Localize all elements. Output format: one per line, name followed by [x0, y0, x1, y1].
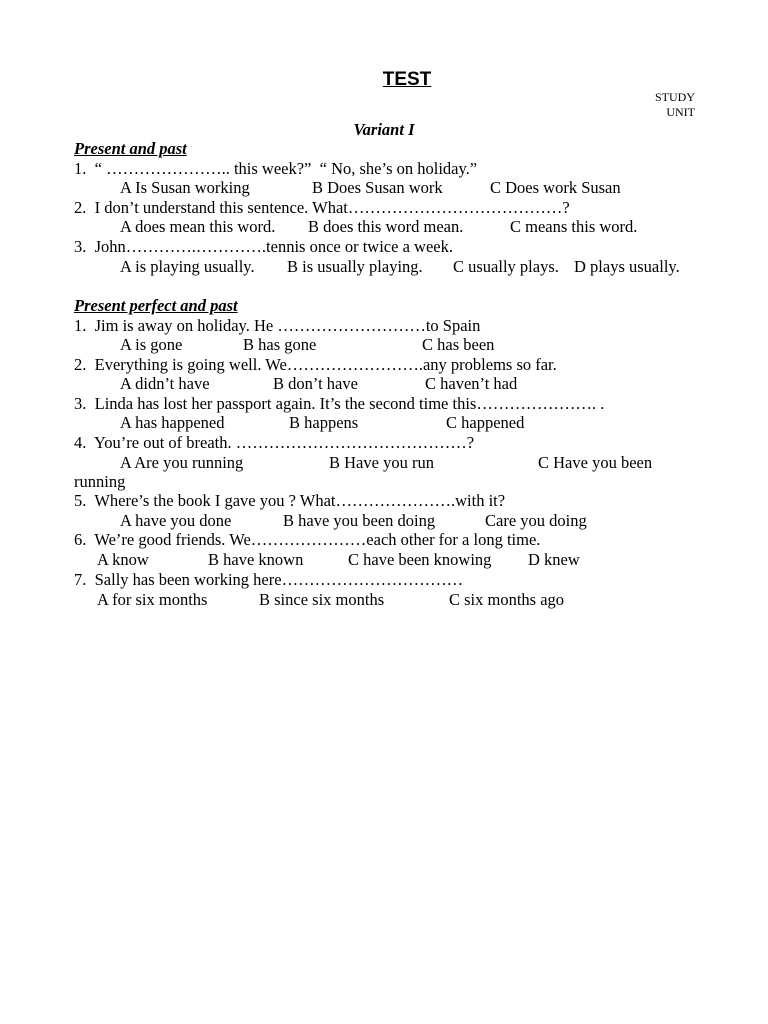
section-heading: Present perfect and past [74, 296, 238, 315]
study-label: STUDY [654, 90, 695, 104]
answer-option: C Does work Susan [490, 178, 621, 197]
answer-option: A didn’t have [120, 374, 210, 393]
answer-option: A is playing usually. [120, 257, 255, 276]
answer-option: B happens [289, 413, 359, 432]
answer-option: B is usually playing. [287, 257, 423, 276]
answer-option: C haven’t had [425, 374, 518, 393]
question-text: 1. “ ………………….. this week?” “ No, she’s on holiday.” [74, 159, 478, 178]
answer-option: C has been [422, 335, 495, 354]
question-text: 2. Everything is going well. We…………………….any problems so far. [74, 355, 557, 374]
study-unit-label [600, 90, 695, 120]
answer-option: B Does Susan work [312, 178, 443, 197]
answer-option: A Are you running [120, 453, 244, 472]
question-text: 3. Linda has lost her passport again. It’s the second time this…………………. . [74, 394, 605, 413]
question-text: 5. Where’s the book I gave you ? What………………….with it? [74, 491, 506, 510]
answer-option: B have known [208, 550, 304, 569]
variant-heading: Variant I [353, 120, 415, 139]
answer-option: A know [97, 550, 149, 569]
question-text: 1. Jim is away on holiday. He ………………………to Spain [74, 316, 481, 335]
question-text: 6. We’re good friends. We…………………each other for a long time. [74, 530, 541, 549]
question-text: 4. You’re out of breath. ……………………………………? [74, 433, 475, 452]
answer-option: C six months ago [449, 590, 565, 609]
answer-option: Care you doing [485, 511, 587, 530]
question-text: 7. Sally has been working here…………………………… [74, 570, 464, 589]
answer-option: A is gone [120, 335, 183, 354]
answer-option: B have you been doing [283, 511, 436, 530]
answer-option: A have you done [120, 511, 232, 530]
question-text: 3. John………….………….tennis once or twice a week. [74, 237, 453, 256]
answer-option: A Is Susan working [120, 178, 250, 197]
answer-option: B since six months [259, 590, 385, 609]
answer-option: A for six months [97, 590, 208, 609]
answer-option: C happened [446, 413, 525, 432]
answer-option: B Have you run [329, 453, 434, 472]
answer-option: A has happened [120, 413, 225, 432]
answer-option: B don’t have [273, 374, 358, 393]
unit-label: UNIT [666, 105, 695, 119]
answer-option: C usually plays. [453, 257, 559, 276]
answer-option: C have been knowing [348, 550, 492, 569]
answer-option: A does mean this word. [120, 217, 276, 236]
answer-option: D plays usually. [574, 257, 680, 276]
section-heading: Present and past [74, 139, 187, 158]
answer-option: D knew [528, 550, 580, 569]
answer-option: C means this word. [510, 217, 638, 236]
test-title: TEST [382, 69, 432, 90]
answer-option: B does this word mean. [308, 217, 464, 236]
question-text: 2. I don’t understand this sentence. What…………………………………? [74, 198, 570, 217]
option-continuation: running [74, 472, 126, 491]
answer-option: C Have you been [538, 453, 653, 472]
answer-option: B has gone [243, 335, 317, 354]
